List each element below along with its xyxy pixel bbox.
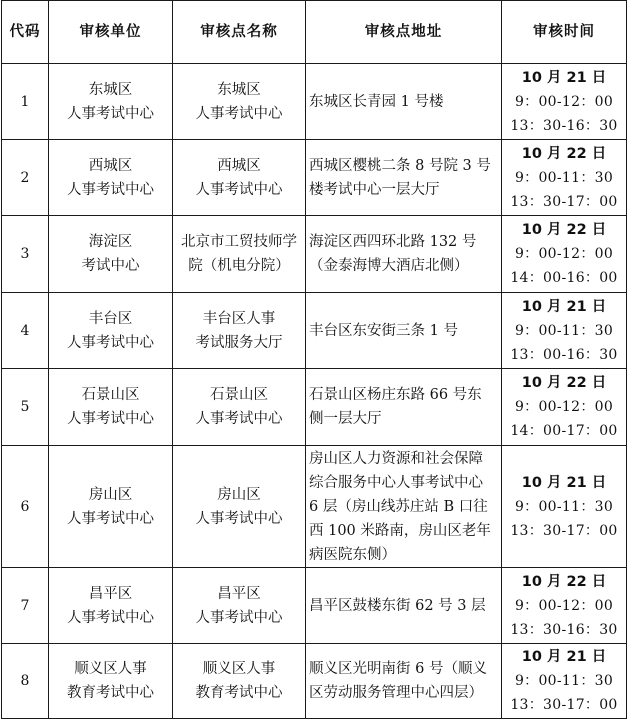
cell-code: 7 <box>2 568 49 644</box>
cell-address <box>306 446 502 568</box>
cell-site-name <box>173 446 306 568</box>
address-line: 东城区长青园 1 号楼 <box>309 93 444 110</box>
address-line: 综合服务中心人事考试中心 <box>309 474 483 491</box>
site-name-line: 考试服务大厅 <box>195 334 283 351</box>
site-name-line: 丰台区人事 <box>202 310 276 327</box>
date-label: 10 月 21 日 <box>521 649 607 665</box>
site-name-line: 人事考试中心 <box>195 105 283 122</box>
cell-site-name <box>173 644 306 719</box>
cell-unit <box>49 446 173 568</box>
address-line: 西城区樱桃二条 8 号院 3 号 <box>309 157 491 174</box>
site-name-line: 石景山区 <box>210 387 268 403</box>
unit-line: 教育考试中心 <box>67 685 154 701</box>
address-line: 区劳动服务管理中心四层） <box>309 685 483 701</box>
unit-line: 人事考试中心 <box>67 510 154 527</box>
time-slot: 9：00-11：30 <box>514 169 614 186</box>
cell-time <box>502 369 627 446</box>
time-slot: 9：00-12：00 <box>514 246 614 262</box>
site-name-line: 教育考试中心 <box>195 685 283 701</box>
address-line: （金泰海博大酒店北侧） <box>309 258 469 274</box>
cell-code: 4 <box>2 293 49 369</box>
time-slot: 13：30-16：30 <box>510 621 618 638</box>
table-row <box>2 293 627 369</box>
cell-site-name <box>173 293 306 369</box>
date-label: 10 月 22 日 <box>521 145 607 162</box>
cell-time <box>502 293 627 369</box>
address-line: 西 100 米路南，房山区老年 <box>309 522 491 539</box>
cell-time <box>502 216 627 293</box>
unit-line: 昌平区 <box>88 585 133 602</box>
site-name-line: 人事考试中心 <box>195 181 283 198</box>
address-line: 昌平区鼓楼东街 62 号 3 层 <box>309 597 486 614</box>
table-row <box>2 568 627 644</box>
cell-address <box>306 568 502 644</box>
time-slot: 9：00-12：00 <box>514 399 614 415</box>
cell-unit <box>49 568 173 644</box>
time-slot: 13：30-17：00 <box>510 522 618 539</box>
unit-line: 人事考试中心 <box>67 334 154 351</box>
unit-line: 顺义区人事 <box>74 661 147 677</box>
unit-line: 房山区 <box>88 486 133 503</box>
site-name-line: 人事考试中心 <box>195 510 283 527</box>
unit-line: 人事考试中心 <box>67 181 154 198</box>
cell-code: 6 <box>2 446 49 568</box>
unit-line: 人事考试中心 <box>67 411 154 427</box>
date-label: 10 月 22 日 <box>521 375 607 391</box>
table-row <box>2 644 627 719</box>
unit-line: 人事考试中心 <box>67 609 154 626</box>
date-label: 10 月 22 日 <box>521 222 607 238</box>
cell-unit <box>49 216 173 293</box>
cell-site-name <box>173 216 306 293</box>
address-line: 房山区人力资源和社会保障 <box>309 450 483 467</box>
time-slot: 13：00-16：30 <box>510 346 618 363</box>
cell-time <box>502 64 627 140</box>
cell-unit <box>49 64 173 140</box>
cell-address <box>306 293 502 369</box>
date-label: 10 月 21 日 <box>521 69 607 86</box>
cell-site-name <box>173 64 306 140</box>
cell-time <box>502 140 627 216</box>
address-line: 病医院东侧） <box>309 546 396 563</box>
time-slot: 9：00-12：00 <box>514 93 614 110</box>
header-time: 审核时间 <box>502 1 627 64</box>
table-row <box>2 369 627 446</box>
site-name-line: 房山区 <box>217 486 261 503</box>
unit-line: 海淀区 <box>88 234 133 250</box>
site-name-line: 顺义区人事 <box>202 661 276 677</box>
header-address: 审核点地址 <box>306 1 502 64</box>
cell-site-name <box>173 568 306 644</box>
date-label: 10 月 21 日 <box>521 474 607 491</box>
cell-code: 5 <box>2 369 49 446</box>
date-label: 10 月 22 日 <box>521 573 607 590</box>
audit-sites-table <box>1 0 627 719</box>
cell-address <box>306 644 502 719</box>
header-code: 代码 <box>2 1 49 64</box>
unit-line: 人事考试中心 <box>67 105 154 122</box>
unit-line: 丰台区 <box>88 310 133 327</box>
cell-address <box>306 64 502 140</box>
cell-code: 1 <box>2 64 49 140</box>
date-label: 10 月 21 日 <box>521 298 607 315</box>
time-slot: 9：00-11：30 <box>514 498 614 515</box>
cell-site-name <box>173 140 306 216</box>
table-row <box>2 140 627 216</box>
cell-time <box>502 446 627 568</box>
cell-address <box>306 216 502 293</box>
unit-line: 西城区 <box>88 157 133 174</box>
cell-code: 8 <box>2 644 49 719</box>
time-slot: 13：30-16：30 <box>510 117 618 134</box>
cell-unit <box>49 293 173 369</box>
unit-line: 考试中心 <box>81 258 140 274</box>
site-name-line: 北京市工贸技师学 <box>181 234 297 250</box>
time-slot: 9：00-12：00 <box>514 597 614 614</box>
time-slot: 13：30-17：00 <box>510 193 618 210</box>
table-row <box>2 446 627 568</box>
cell-time <box>502 644 627 719</box>
time-slot: 14：00-16：00 <box>510 270 618 286</box>
table-row <box>2 216 627 293</box>
address-line: 侧一层大厅 <box>309 411 382 427</box>
cell-address <box>306 140 502 216</box>
time-slot: 14：00-17：00 <box>510 423 618 439</box>
cell-unit <box>49 369 173 446</box>
site-name-line: 人事考试中心 <box>195 609 283 626</box>
header-unit: 审核单位 <box>49 1 173 64</box>
cell-site-name <box>173 369 306 446</box>
cell-address <box>306 369 502 446</box>
site-name-line: 院（机电分院） <box>188 258 290 274</box>
site-name-line: 东城区 <box>217 81 261 98</box>
cell-code: 3 <box>2 216 49 293</box>
table-row <box>2 64 627 140</box>
header-site-name: 审核点名称 <box>173 1 306 64</box>
time-slot: 13：30-17：00 <box>510 697 618 713</box>
site-name-line: 昌平区 <box>217 585 261 602</box>
table-header-row <box>2 1 627 64</box>
address-line: 楼考试中心一层大厅 <box>309 181 440 198</box>
address-line: 顺义区光明南街 6 号（顺义 <box>309 661 487 677</box>
address-line: 海淀区西四环北路 132 号 <box>309 234 477 250</box>
cell-unit <box>49 140 173 216</box>
site-name-line: 西城区 <box>217 157 261 174</box>
cell-unit <box>49 644 173 719</box>
cell-time <box>502 568 627 644</box>
address-line: 丰台区东安街三条 1 号 <box>309 322 458 339</box>
address-line: 6 层（房山线苏庄站 B 口往 <box>309 498 488 515</box>
address-line: 石景山区杨庄东路 66 号东 <box>309 387 482 403</box>
cell-code: 2 <box>2 140 49 216</box>
time-slot: 9：00-11：30 <box>514 673 614 689</box>
site-name-line: 人事考试中心 <box>195 411 283 427</box>
time-slot: 9：00-11：30 <box>514 322 614 339</box>
unit-line: 东城区 <box>88 81 133 98</box>
unit-line: 石景山区 <box>81 387 140 403</box>
